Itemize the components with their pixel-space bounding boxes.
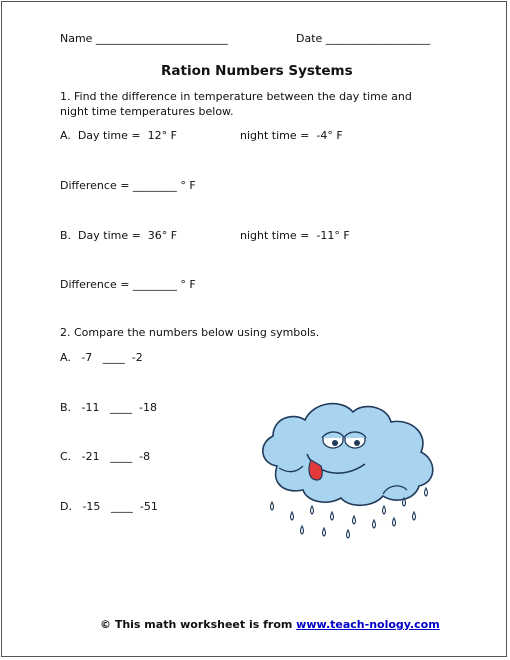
worksheet-page — [1, 1, 507, 657]
question-1-prompt-line-1: 1. Find the difference in temperature between the day time and — [60, 90, 412, 103]
q1-a-day-time: A. Day time = 12° F — [60, 129, 177, 142]
question-2-prompt: 2. Compare the numbers below using symbols. — [60, 326, 320, 339]
cloud-body — [263, 404, 433, 506]
footer-text: © This math worksheet is from — [100, 618, 297, 631]
q1-a-night-time: night time = -4° F — [240, 129, 343, 142]
q1-b-difference: Difference = ________ ° F — [60, 278, 196, 291]
q1-b-night-time: night time = -11° F — [240, 229, 350, 242]
q2-item-d: D. -15 ____ -51 — [60, 500, 158, 513]
date-field-label: Date ___________________ — [296, 32, 431, 45]
rain-cloud-icon — [255, 394, 445, 549]
footer-link[interactable]: www.teach-nology.com — [296, 618, 440, 631]
q2-item-c: C. -21 ____ -8 — [60, 450, 151, 463]
q2-item-a: A. -7 ____ -2 — [60, 351, 143, 364]
q1-a-difference: Difference = ________ ° F — [60, 179, 196, 192]
q2-item-b: B. -11 ____ -18 — [60, 401, 157, 414]
question-1-prompt-line-2: night time temperatures below. — [60, 105, 234, 118]
name-field-label: Name ________________________ — [60, 32, 228, 45]
q1-b-day-time: B. Day time = 36° F — [60, 229, 178, 242]
page-title: Ration Numbers Systems — [161, 63, 353, 79]
footer-credit — [100, 618, 440, 631]
